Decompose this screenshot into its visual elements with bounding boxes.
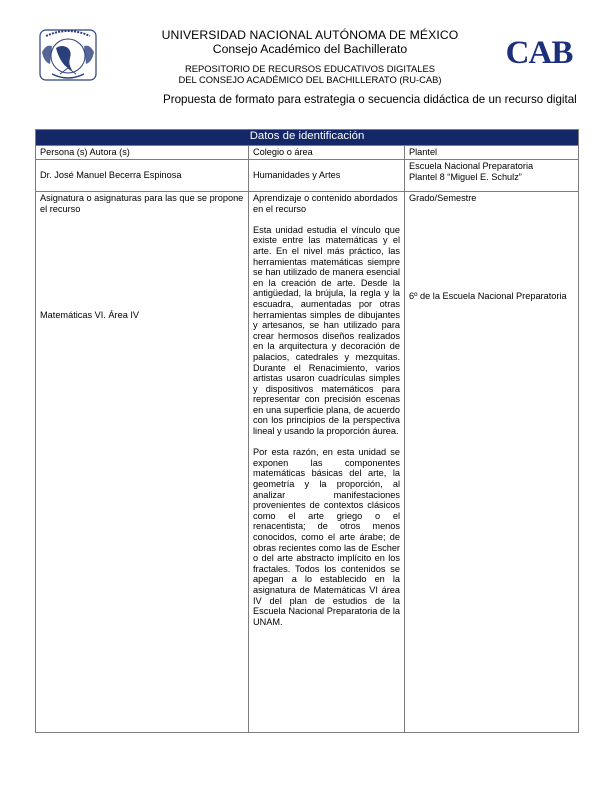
university-name: UNIVERSIDAD NACIONAL AUTÓNOMA DE MÉXICO	[161, 28, 459, 42]
repository-line-2: DEL CONSEJO ACADÉMICO DEL BACHILLERATO (RU-CAB)	[178, 74, 442, 85]
column-header-author: Persona (s) Autora (s)	[36, 146, 249, 160]
council-name: Consejo Académico del Bachillerato	[212, 42, 408, 56]
plantel-cell	[405, 160, 579, 192]
grado-cell	[405, 192, 579, 733]
aprendizaje-label: Aprendizaje o contenido abordados en el recurso	[253, 193, 398, 214]
grado-value: 6º de la Escuela Nacional Preparatoria	[409, 290, 567, 301]
aprendizaje-paragraph-2: Por esta razón, en esta unidad se exponen las componentes matemáticas básicas del arte, la geometría y la proporción, al analizar manifestaciones provenientes de contextos clásicos como el arte griego o el renacentista; de otros menos conocidos, como el arte árabe; de obras recientes como las de Escher o del arte abstracto implícito en los fractales. Todos los contenidos se apegan a lo establecido en la asignatura de Matemáticas VI área IV del plan de estudios de la Escuela Nacional Preparatoria de la UNAM.	[253, 447, 400, 627]
unam-seal-icon	[38, 24, 98, 84]
cab-logo-text: CAB	[505, 35, 573, 68]
asignatura-label: Asignatura o asignaturas para las que se propone el recurso	[40, 193, 244, 214]
plantel-line-2: Plantel 8 “Miguel E. Schulz”	[409, 171, 522, 182]
table-row	[36, 192, 579, 733]
table-title: Datos de identificación	[36, 130, 579, 146]
column-header-area: Colegio o área	[249, 146, 405, 160]
asignatura-value: Matemáticas VI. Área IV	[40, 310, 140, 321]
grado-label: Grado/Semestre	[409, 193, 477, 203]
asignatura-cell	[36, 192, 249, 733]
table-title-row	[36, 130, 579, 146]
aprendizaje-paragraph-1: Esta unidad estudia el vínculo que existe entre las matemáticas y el arte. En el nivel más práctico, las herramientas matemáticas siempre se han utilizado de manera esencial en la creación de arte. Desde la antigüedad, la brújula, la regla y la escuadra, aumentadas por otras herramientas simples de dibujantes y artesanos, se han utilizado para crear hermosos diseños realizados en la arquitectura y decoración de palacios, catedrales y mezquitas. Durante el Renacimiento, varios artistas usaron cuadrículas simples y dispositivos matemáticos para representar con precisión escenas en una superficie plana, de acuerdo con los principios de la perspectiva lineal y usando la proporción áurea.	[253, 224, 400, 437]
identification-table	[35, 129, 579, 733]
column-header-row	[36, 146, 579, 160]
repository-line-1: REPOSITORIO DE RECURSOS EDUCATIVOS DIGITALES	[184, 63, 436, 74]
plantel-line-1: Escuela Nacional Preparatoria	[409, 161, 534, 171]
area-cell: Humanidades y Artes	[249, 160, 405, 192]
column-header-plantel: Plantel	[405, 146, 579, 160]
aprendizaje-cell	[249, 192, 405, 733]
table-row	[36, 160, 579, 192]
proposal-title: Propuesta de formato para estrategia o secuencia didáctica de un recurso digital	[163, 93, 577, 106]
author-cell: Dr. José Manuel Becerra Espinosa	[36, 160, 249, 192]
